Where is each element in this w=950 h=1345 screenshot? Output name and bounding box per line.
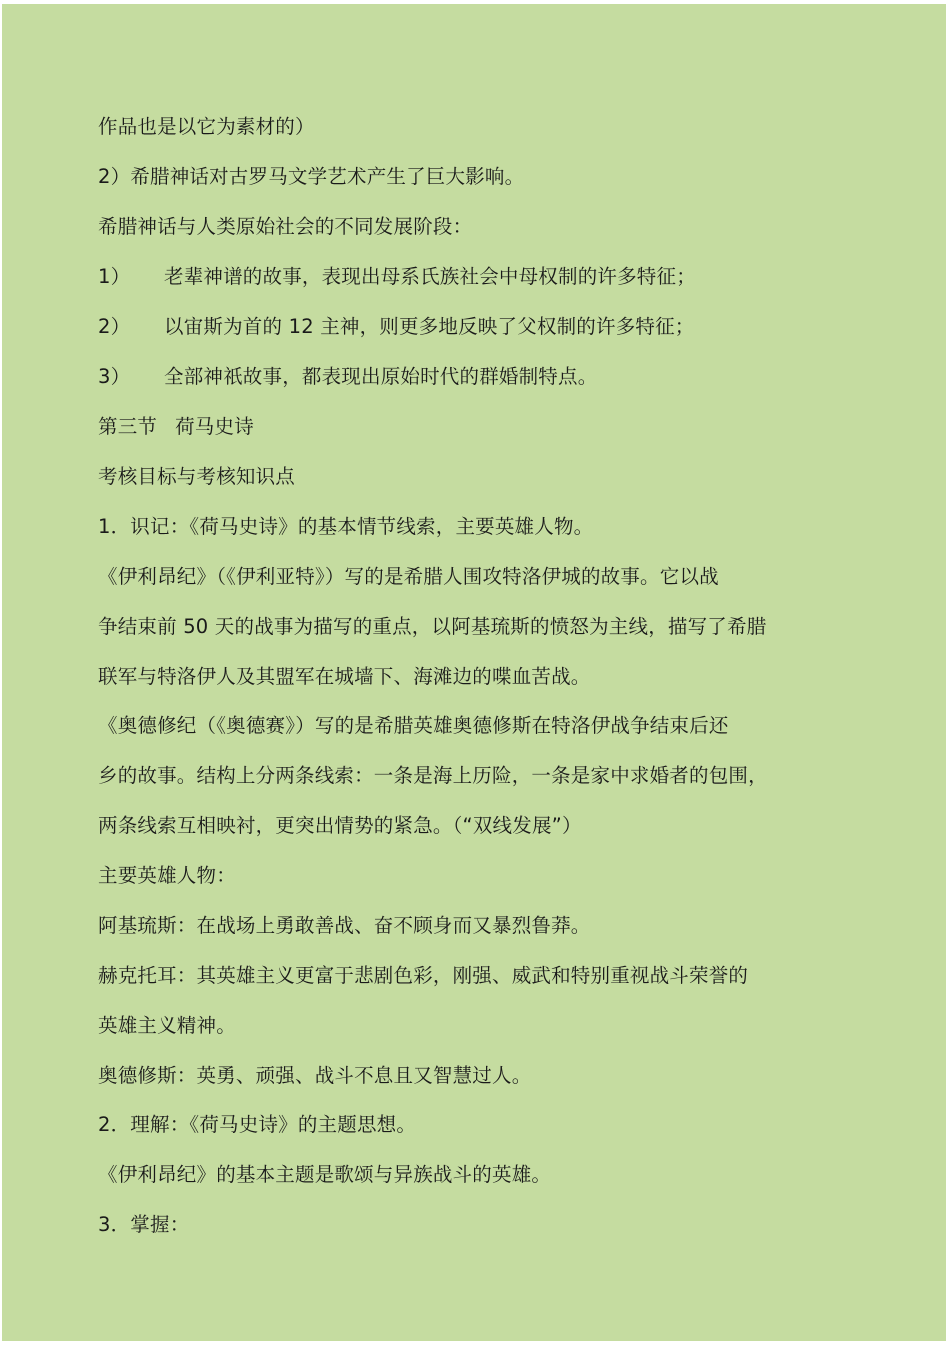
list-item: [98, 263, 696, 291]
text-line: 赫克托耳：其英雄主义更富于悲剧色彩，刚强、威武和特别重视战斗荣誉的: [98, 964, 749, 987]
section-number: 第三节: [98, 415, 158, 438]
text-line: 《奥德修纪（《奥德赛》）写的是希腊英雄奥德修斯在特洛伊战争结束后还: [98, 714, 729, 737]
section-heading: [98, 413, 254, 441]
list-number: 2）: [98, 315, 131, 338]
text-line: 阿基琉斯：在战场上勇敢善战、奋不顾身而又暴烈鲁莽。: [98, 914, 591, 937]
section-title: 荷马史诗: [175, 415, 254, 438]
list-number: 3）: [98, 365, 131, 388]
text-line: 考核目标与考核知识点: [98, 465, 296, 488]
text-line: 两条线索互相映衬，更突出情势的紧急。（“双线发展”）: [98, 814, 582, 837]
text-line: 联军与特洛伊人及其盟军在城墙下、海滩边的喋血苦战。: [98, 665, 591, 688]
text-line: 1．识记：《荷马史诗》的基本情节线索，主要英雄人物。: [98, 515, 594, 538]
text-line: 乡的故事。结构上分两条线索：一条是海上历险，一条是家中求婚者的包围，: [98, 764, 768, 787]
list-text: 以宙斯为首的 12 主神，则更多地反映了父权制的许多特征；: [164, 315, 695, 338]
list-item: [98, 363, 597, 391]
text-line: 奥德修斯：英勇、顽强、战斗不息且又智慧过人。: [98, 1064, 532, 1087]
list-text: 老辈神谱的故事，表现出母系氏族社会中母权制的许多特征；: [164, 265, 696, 288]
text-line: 《伊利昂纪》的基本主题是歌颂与异族战斗的英雄。: [98, 1163, 552, 1186]
text-line: 《伊利昂纪》（《伊利亚特》）写的是希腊人围攻特洛伊城的故事。它以战: [98, 565, 719, 588]
list-number: 1）: [98, 265, 131, 288]
text-line: 2．理解：《荷马史诗》的主题思想。: [98, 1113, 417, 1136]
list-text: 全部神祇故事，都表现出原始时代的群婚制特点。: [164, 365, 598, 388]
text-line: 主要英雄人物：: [98, 864, 236, 887]
text-line: 希腊神话与人类原始社会的不同发展阶段：: [98, 215, 473, 238]
list-item: [98, 313, 695, 341]
text-line: 2）希腊神话对古罗马文学艺术产生了巨大影响。: [98, 165, 525, 188]
text-line: 争结束前 50 天的战事为描写的重点，以阿基琉斯的愤怒为主线，描写了希腊: [98, 615, 767, 638]
text-line: 英雄主义精神。: [98, 1014, 236, 1037]
text-line: 3．掌握：: [98, 1213, 190, 1236]
text-line: 作品也是以它为素材的）: [98, 115, 315, 138]
